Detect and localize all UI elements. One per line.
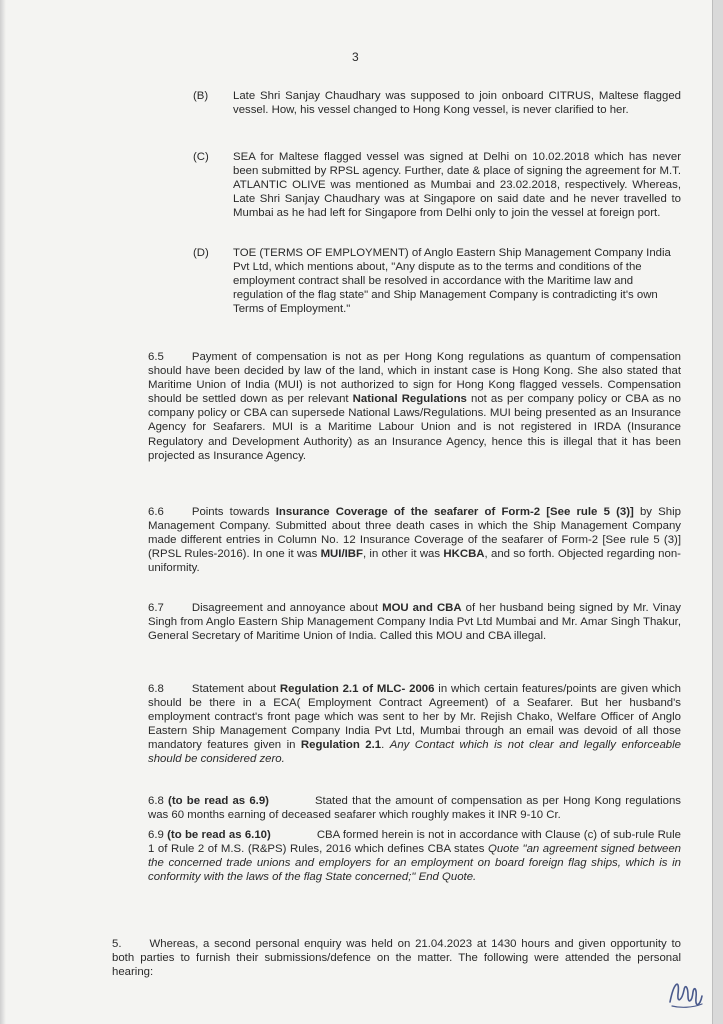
paragraph-6-5 (148, 350, 681, 463)
page-number: 3 (352, 50, 359, 64)
paragraph-text: . (381, 739, 390, 752)
signature-mark (666, 972, 706, 1012)
paragraph-text: Disagreement and annoyance about (191, 602, 383, 614)
paragraph-text: by Ship Management Company. Submitted about three death cases in which the Ship Management Company made different entries in Column No. 12 Insurance Coverage of the seafarer of Form-2 [See rule 5 (3)](RPSL Rules-2016). In one it was (148, 506, 681, 561)
paragraph-bold: Regulation 2.1 (300, 739, 382, 752)
paragraph-text: Statement about (191, 683, 280, 695)
paragraph-text: Stated that the amount of compensation as per Hong Kong regulations was 60 months earning of deceased seafarer which roughly makes it INR 9-10 Cr. (148, 795, 681, 822)
paragraph-number: 6.8 (148, 683, 164, 695)
item-text: SEA for Maltese flagged vessel was signed at Delhi on 10.02.2018 which has never been submitted by RPSL agency. Further, date & place of signing the agreement for M.T. ATLANTIC OLIVE was mentioned as Mumbai and 23.02.2018, respectively. Whereas, Late Shri Sanjay Chaudhary was at Singapore on said date and he never travelled to Mumbai as he had left for Singapore from Delhi only to join the vessel at foreign port. (233, 151, 681, 220)
paragraph-6-7 (148, 601, 681, 643)
paragraph-bold: MOU and CBA (382, 602, 462, 614)
item-text: Late Shri Sanjay Chaudhary was supposed to join onboard CITRUS, Maltese flagged vessel. How, his vessel changed to Hong Kong vessel, is never clarified to her. (233, 90, 681, 117)
paragraph-6-6 (148, 505, 681, 575)
paragraph-number: 5. (112, 938, 122, 950)
paragraph-6-9 (148, 794, 681, 822)
item-text: TOE (TERMS OF EMPLOYMENT) of Anglo Eastern Ship Management Company India Pvt Ltd, which mentions about, "Any dispute as to the terms and conditions of the employment contract shall be resolved in accordance with the Maritime law and regulation of the flag state" and Ship Management Company is contradicting it's own Terms of Employment." (233, 247, 671, 316)
page-edge-shadow (0, 0, 6, 1024)
item-label: (B) (193, 90, 209, 102)
paragraph-6-10 (148, 828, 681, 884)
item-label: (D) (193, 247, 209, 259)
paragraph-bold: (to be read as 6.10) (167, 829, 271, 841)
paragraph-text: , and so forth. Objected regarding non-uniformity. (148, 548, 681, 575)
paragraph-number: 6.6 (148, 506, 164, 518)
paragraph-number: 6.5 (148, 351, 164, 363)
paragraph-text: CBA formed herein is not in accordance with Clause (c) of sub-rule Rule 1 of Rule 2 of M.S. (R&PS) Rules, 2016 which defines CBA states (148, 829, 681, 856)
paragraph-text: Points towards (191, 506, 276, 518)
paragraph-italic: Quote "an agreement signed between the concerned trade unions and employers for an employment on board foreign flag ships, which is in conformity with the laws of the flag State concerned;" End Quote. (148, 843, 681, 884)
paragraph-italic: Any Contact which is not clear and legally enforceable should be considered zero. (148, 739, 681, 766)
paragraph-bold: MUI/IBF (320, 548, 363, 561)
paragraph-number: 6.9 (148, 829, 164, 841)
paragraph-bold: Insurance Coverage of the seafarer of Form-2 [See rule 5 (3)] (275, 506, 634, 518)
paragraph-number: 6.7 (148, 602, 164, 614)
paragraph-bold: Regulation 2.1 of MLC- 2006 (279, 683, 435, 695)
paragraph-text: Payment of compensation is not as per Hong Kong regulations as quantum of compensation should have been decided by law of the land, which in instant case is Hong Kong. She also stated that Maritime Union of India (MUI) is not authorized to sign for Hong Kong flagged vessels. Compensation should be settled down as per relevant (148, 351, 681, 406)
paragraph-text: not as per company policy or CBA as no company policy or CBA can supersede National Laws/Regulations. MUI being presented as an Insurance Agency for Seafarers. MUI is a Maritime Labour Union and is not registered in IRDA (Insurance Regulatory and Development Authority) as an Insurance Agency, hence this is illegal that it has been projected as Insurance Agency. (148, 393, 681, 462)
paragraph-text: of her husband being signed by Mr. Vinay Singh from Anglo Eastern Ship Management Company India Pvt Ltd Mumbai and Mr. Amar Singh Thakur, General Secretary of Maritime Union of India. Called this MOU and CBA illegal. (148, 602, 682, 643)
paragraph-number: 6.8 (148, 795, 164, 807)
paragraph-bold: National Regulations (352, 393, 467, 406)
paragraph-text: , in other it was (362, 548, 444, 561)
paragraph-6-8 (148, 682, 681, 767)
paragraph-text: Whereas, a second personal enquiry was held on 21.04.2023 at 1430 hours and given opportunity to both parties to furnish their submissions/defence on the matter. The following were attended the personal hearing: (112, 938, 681, 979)
paragraph-text: in which certain features/points are given which should be there in a ECA( Employment Contract Agreement) of a Seafarer. But her husband's employment contract's front page which was sent to her by Mr. Rejish Chako, Welfare Officer of Anglo Eastern Ship Management Company India Pvt Ltd, Mumbai through an email was devoid of all those mandatory features given in (148, 683, 681, 752)
item-label: (C) (193, 151, 209, 163)
paragraph-bold: HKCBA (443, 548, 485, 561)
paragraph-5 (112, 937, 681, 979)
paragraph-bold: (to be read as 6.9) (168, 795, 269, 807)
